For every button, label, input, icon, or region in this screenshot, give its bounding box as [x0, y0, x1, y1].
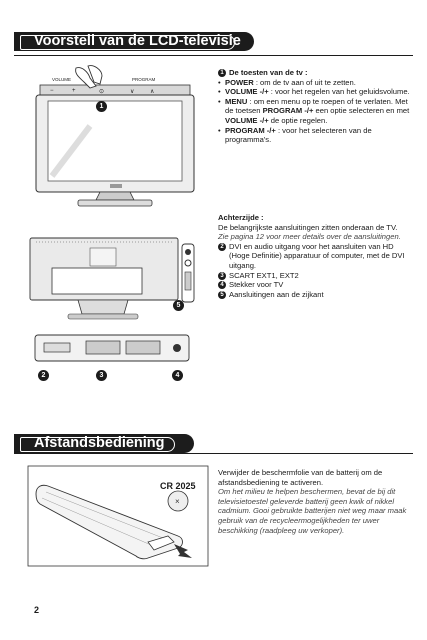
callout-4: 4	[172, 370, 183, 381]
control-item-power: • POWER : om de tv aan of uit te zetten.	[218, 78, 414, 88]
back-item-scart: 3 SCART EXT1, EXT2	[218, 271, 414, 281]
header-rule-2	[14, 453, 413, 454]
program-label: PROGRAM	[132, 77, 156, 82]
tv-back-illustration	[28, 232, 198, 327]
callout-2: 2	[38, 370, 49, 381]
remote-instruction: Verwijder de beschermfolie van de batterij om de afstandsbediening te activeren.	[218, 468, 383, 487]
back-item-power-plug: 4 Stekker voor TV	[218, 280, 414, 290]
key-plus: +	[72, 88, 76, 94]
section-header-remote	[14, 434, 194, 453]
tv-controls-heading: 1 De toesten van de tv :	[218, 68, 414, 78]
back-panel-note: Zie pagina 12 voor meer details over de aansluitingen.	[218, 232, 401, 242]
header-rule-1	[14, 55, 413, 56]
key-up: ∧	[150, 89, 155, 95]
svg-text:×: ×	[175, 497, 180, 506]
back-item-dvi: 2 DVI en audio uitgang voor het aansluiten van HD (Hoge Definitie) apparatuur of computer, met de DVI uitgang.	[218, 242, 414, 271]
key-down: ∨	[130, 89, 135, 95]
remote-text	[218, 468, 414, 535]
section-header-tv	[14, 32, 254, 51]
section-title-tv: Voorstell van de LCD-televisie	[34, 33, 241, 49]
control-item-menu: • MENU : om een menu op te roepen of te verlaten. Met de toetsen PROGRAM -/+ een optie selecteren en met VOLUME -/+ de optie regelen.	[218, 97, 414, 126]
control-item-volume: • VOLUME -/+ : voor het regelen van het geluidsvolume.	[218, 87, 414, 97]
volume-label: VOLUME	[52, 77, 72, 82]
back-item-side: 5 Aansluitingen aan de zijkant	[218, 290, 414, 300]
remote-environment-note: Om het milieu te helpen beschermen, bevat de bij dit televisietoestel geleverde batterij geen kwik of nikkel cadmium. Gooi gebruikte batterijen niet weg maar maak gebruik van de recycleermogelijkheden ter uwer beschikking (raadpleeg uw verkoper).	[218, 487, 407, 535]
page-number: 2	[34, 605, 40, 615]
back-panel-intro: De belangrijkste aansluitingen zitten onderaan de TV.	[218, 222, 398, 232]
battery-label: CR 2025	[160, 481, 196, 491]
key-minus: −	[50, 88, 54, 94]
key-menu: ⊙	[99, 89, 105, 95]
back-panel-text	[218, 213, 414, 299]
callout-5: 5	[173, 300, 184, 311]
controls-marker: 1	[218, 69, 226, 77]
back-panel-heading: Achterzijde :	[218, 213, 264, 222]
section-title-remote: Afstandsbediening	[34, 435, 165, 451]
tv-front-illustration	[30, 66, 205, 216]
connector-strip	[34, 334, 190, 362]
callout-3: 3	[96, 370, 107, 381]
callout-1: 1	[96, 101, 107, 112]
control-item-program: • PROGRAM -/+ : voor het selecteren van de programma's.	[218, 126, 414, 145]
tv-controls-text	[218, 68, 414, 145]
